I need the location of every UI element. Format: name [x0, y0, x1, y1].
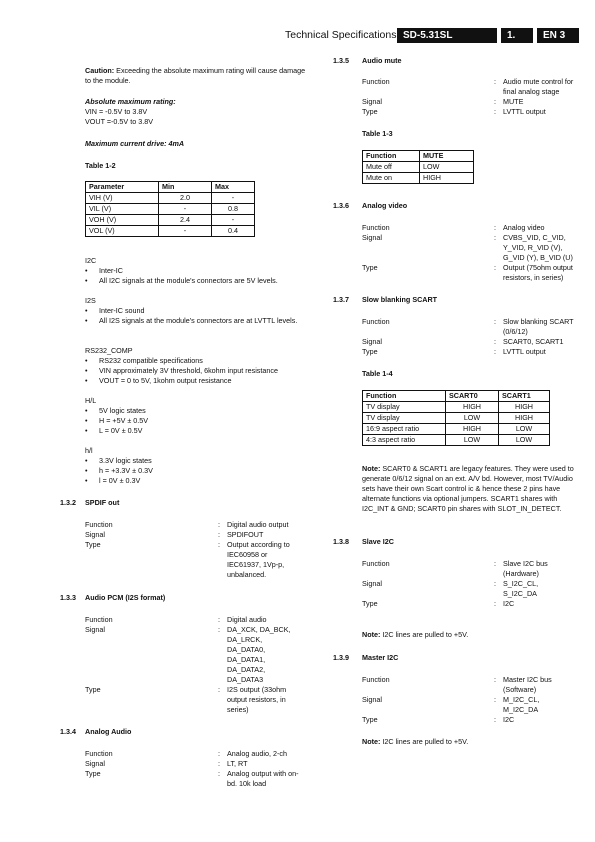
colon: : — [494, 223, 496, 232]
table-header: MUTE — [420, 151, 474, 162]
section-title: Analog Audio — [85, 727, 132, 736]
spec-value: S_I2C_CL, S_I2C_DA — [503, 579, 539, 598]
table-header: Min — [159, 182, 212, 193]
table-1-4-title: Table 1-4 — [362, 369, 393, 378]
table-cell: VIH (V) — [86, 193, 159, 204]
spec-value: SCART0, SCART1 — [503, 337, 564, 346]
section-number: 1.3.5 — [333, 56, 349, 65]
note-text: I2C lines are pulled to +5V. — [380, 737, 469, 746]
spec-key: Type — [362, 715, 378, 724]
caution-text: Exceeding the absolute maximum rating will cause damage to the module. — [85, 66, 306, 85]
colon: : — [218, 615, 220, 624]
spec-key: Signal — [362, 233, 382, 242]
spec-key: Function — [362, 317, 390, 326]
section-number: 1.3.6 — [333, 201, 349, 210]
spec-value: Master I2C bus (Software) — [503, 675, 552, 694]
table-cell: LOW — [499, 435, 550, 446]
section-number: 1.3.8 — [333, 537, 349, 546]
section-number: 1.3.2 — [60, 498, 76, 507]
spec-key: Type — [362, 107, 378, 116]
table-header: Parameter — [86, 182, 159, 193]
max-drive-heading: Maximum current drive: 4mA — [85, 139, 185, 148]
table-row — [86, 226, 255, 237]
spec-value: M_I2C_CL, M_I2C_DA — [503, 695, 540, 714]
table-row — [86, 193, 255, 204]
i2c-slave-note — [362, 630, 468, 640]
page-number-badge: 1. — [501, 28, 533, 43]
table-1-3-title: Table 1-3 — [362, 129, 393, 138]
note-label: Note: — [362, 630, 381, 639]
hl-lower-block — [85, 446, 310, 486]
list-item: • 3.3V logic states — [85, 456, 310, 466]
table-cell: 2.4 — [159, 215, 212, 226]
colon: : — [494, 675, 496, 684]
spec-value: Analog video — [503, 223, 545, 232]
section-title: SPDIF out — [85, 498, 120, 507]
spec-key: Signal — [85, 530, 105, 539]
i2c-master-note — [362, 737, 468, 747]
colon: : — [494, 317, 496, 326]
table-row — [363, 424, 550, 435]
section-number: 1.3.4 — [60, 727, 76, 736]
table-cell: 0.8 — [212, 204, 255, 215]
table-cell: HIGH — [446, 402, 499, 413]
table-cell: - — [159, 226, 212, 237]
table-1-2 — [85, 181, 255, 237]
colon: : — [218, 769, 220, 778]
colon: : — [218, 530, 220, 539]
table-header: Function — [363, 151, 420, 162]
i2s-block — [85, 296, 310, 326]
section-number: 1.3.7 — [333, 295, 349, 304]
section-title: Master I2C — [362, 653, 399, 662]
list-item: • H = +5V ± 0.5V — [85, 416, 310, 426]
colon: : — [218, 685, 220, 694]
header-title: Technical Specifications — [285, 29, 397, 41]
spec-value: LT, RT — [227, 759, 248, 768]
spec-value: Digital audio output — [227, 520, 289, 529]
list-item: • RS232 compatible specifications — [85, 356, 315, 366]
table-row — [363, 402, 550, 413]
note-text: I2C lines are pulled to +5V. — [380, 630, 469, 639]
table-header: SCART1 — [499, 391, 550, 402]
table-cell: LOW — [446, 435, 499, 446]
spec-key: Function — [362, 559, 390, 568]
abs-max-heading: Absolute maximum rating: — [85, 97, 176, 106]
language-badge: EN 3 — [537, 28, 579, 43]
table-cell: LOW — [420, 162, 474, 173]
spec-value: LVTTL output — [503, 107, 546, 116]
spec-key: Signal — [85, 625, 105, 634]
section-title: Audio PCM (I2S format) — [85, 593, 166, 602]
table-cell: Mute off — [363, 162, 420, 173]
table-cell: Mute on — [363, 173, 420, 184]
colon: : — [494, 337, 496, 346]
spec-key: Function — [85, 749, 113, 758]
table-row — [86, 204, 255, 215]
spec-value: Output according to IEC60958 or IEC61937, 1Vp-p, unbalanced. — [227, 540, 290, 579]
list-item: • h = +3.3V ± 0.3V — [85, 466, 310, 476]
spec-key: Type — [85, 769, 101, 778]
spec-key: Function — [362, 675, 390, 684]
colon: : — [494, 77, 496, 86]
colon: : — [218, 625, 220, 634]
table-cell: HIGH — [499, 413, 550, 424]
table-header-row — [86, 182, 255, 193]
spec-value: DA_XCK, DA_BCK, DA_LRCK, DA_DATA0, DA_DATA1, DA_DATA2, DA_DATA3 — [227, 625, 291, 684]
colon: : — [494, 107, 496, 116]
caution-paragraph — [85, 66, 310, 86]
spec-value: LVTTL output — [503, 347, 546, 356]
colon: : — [494, 347, 496, 356]
spec-value: Output (75ohm output resistors, in series) — [503, 263, 573, 282]
spec-value: Analog output with on- bd. 10k load — [227, 769, 299, 788]
list-item: • 5V logic states — [85, 406, 310, 416]
vout-line: VOUT =-0.5V to 3.8V — [85, 117, 153, 126]
spec-key: Type — [85, 540, 101, 549]
table-header-row — [363, 391, 550, 402]
spec-value: Digital audio — [227, 615, 267, 624]
list-item: • All I2S signals at the module's connectors are at LVTTL levels. — [85, 316, 310, 326]
note-text: SCART0 & SCART1 are legacy features. They were used to generate 0/6/12 signal on an ext. A/V bd. However, most TV/Audio sets have their own Scart control ic & hence these 2 pins have alternate functions via optional jumpers. SCART1 shares with I2C_INT & GND; SCART0 pin shares with SLOT_IN_DETECT. — [362, 464, 574, 513]
table-cell: VIL (V) — [86, 204, 159, 215]
colon: : — [218, 759, 220, 768]
table-row — [86, 215, 255, 226]
table-row — [363, 435, 550, 446]
spec-value: Slave I2C bus (Hardware) — [503, 559, 548, 578]
spec-value: SPDIFOUT — [227, 530, 264, 539]
colon: : — [494, 263, 496, 272]
table-1-2-title: Table 1-2 — [85, 161, 116, 170]
table-cell: LOW — [446, 413, 499, 424]
i2s-title: I2S — [85, 296, 96, 305]
spec-value: Slow blanking SCART (0/6/12) — [503, 317, 574, 336]
spec-key: Function — [85, 615, 113, 624]
table-row — [363, 162, 474, 173]
table-cell: VOH (V) — [86, 215, 159, 226]
spec-key: Signal — [85, 759, 105, 768]
spec-key: Type — [362, 347, 378, 356]
section-title: Analog video — [362, 201, 408, 210]
colon: : — [494, 97, 496, 106]
table-cell: TV display — [363, 413, 446, 424]
table-row — [363, 413, 550, 424]
i2c-block — [85, 256, 310, 286]
spec-key: Function — [85, 520, 113, 529]
spec-value: Audio mute control for final analog stage — [503, 77, 574, 96]
table-header: SCART0 — [446, 391, 499, 402]
colon: : — [494, 599, 496, 608]
colon: : — [494, 579, 496, 588]
scart-note — [362, 464, 580, 514]
spec-value: I2S output (33ohm output resistors, in series) — [227, 685, 287, 714]
colon: : — [218, 749, 220, 758]
hl-lower-title: h/l — [85, 446, 93, 455]
table-cell: 4:3 aspect ratio — [363, 435, 446, 446]
list-item: • Inter-IC sound — [85, 306, 310, 316]
spec-key: Type — [362, 599, 378, 608]
spec-value: MUTE — [503, 97, 524, 106]
table-cell: LOW — [499, 424, 550, 435]
section-title: Slave I2C — [362, 537, 394, 546]
spec-key: Signal — [362, 579, 382, 588]
hl-block — [85, 396, 310, 436]
table-cell: - — [212, 215, 255, 226]
table-header: Max — [212, 182, 255, 193]
colon: : — [218, 520, 220, 529]
table-cell: 2.0 — [159, 193, 212, 204]
i2c-title: I2C — [85, 256, 97, 265]
spec-value: Analog audio, 2-ch — [227, 749, 287, 758]
spec-key: Type — [85, 685, 101, 694]
table-row — [363, 173, 474, 184]
spec-key: Signal — [362, 337, 382, 346]
spec-value: I2C — [503, 715, 515, 724]
list-item: • l = 0V ± 0.3V — [85, 476, 310, 486]
colon: : — [494, 233, 496, 242]
spec-key: Function — [362, 77, 390, 86]
spec-value: CVBS_VID, C_VID, Y_VID, R_VID (V), G_VID (Y), B_VID (U) — [503, 233, 573, 262]
section-number: 1.3.3 — [60, 593, 76, 602]
colon: : — [494, 695, 496, 704]
table-cell: TV display — [363, 402, 446, 413]
table-1-4 — [362, 390, 550, 446]
list-item: • VOUT = 0 to 5V, 1kohm output resistance — [85, 376, 315, 386]
table-cell: 16:9 aspect ratio — [363, 424, 446, 435]
table-header: Function — [363, 391, 446, 402]
table-cell: HIGH — [446, 424, 499, 435]
colon: : — [494, 559, 496, 568]
spec-value: I2C — [503, 599, 515, 608]
vin-line: VIN = -0.5V to 3.8V — [85, 107, 148, 116]
spec-key: Type — [362, 263, 378, 272]
table-cell: HIGH — [499, 402, 550, 413]
section-number: 1.3.9 — [333, 653, 349, 662]
table-cell: HIGH — [420, 173, 474, 184]
note-label: Note: — [362, 464, 381, 473]
spec-key: Signal — [362, 695, 382, 704]
spec-key: Signal — [362, 97, 382, 106]
table-cell: VOL (V) — [86, 226, 159, 237]
section-title: Slow blanking SCART — [362, 295, 438, 304]
list-item: • L = 0V ± 0.5V — [85, 426, 310, 436]
hl-title: H/L — [85, 396, 97, 405]
caution-label: Caution: — [85, 66, 115, 75]
note-label: Note: — [362, 737, 381, 746]
table-header-row — [363, 151, 474, 162]
table-cell: - — [212, 193, 255, 204]
table-1-3 — [362, 150, 474, 184]
section-title: Audio mute — [362, 56, 402, 65]
list-item: • All I2C signals at the module's connectors are 5V levels. — [85, 276, 310, 286]
colon: : — [494, 715, 496, 724]
doc-id-badge: SD-5.31SL — [397, 28, 497, 43]
colon: : — [218, 540, 220, 549]
table-cell: 0.4 — [212, 226, 255, 237]
spec-key: Function — [362, 223, 390, 232]
table-cell: - — [159, 204, 212, 215]
rs232-block — [85, 346, 315, 386]
list-item: • Inter-IC — [85, 266, 310, 276]
list-item: • VIN approximately 3V threshold, 6kohm input resistance — [85, 366, 315, 376]
rs232-title: RS232_COMP — [85, 346, 133, 355]
